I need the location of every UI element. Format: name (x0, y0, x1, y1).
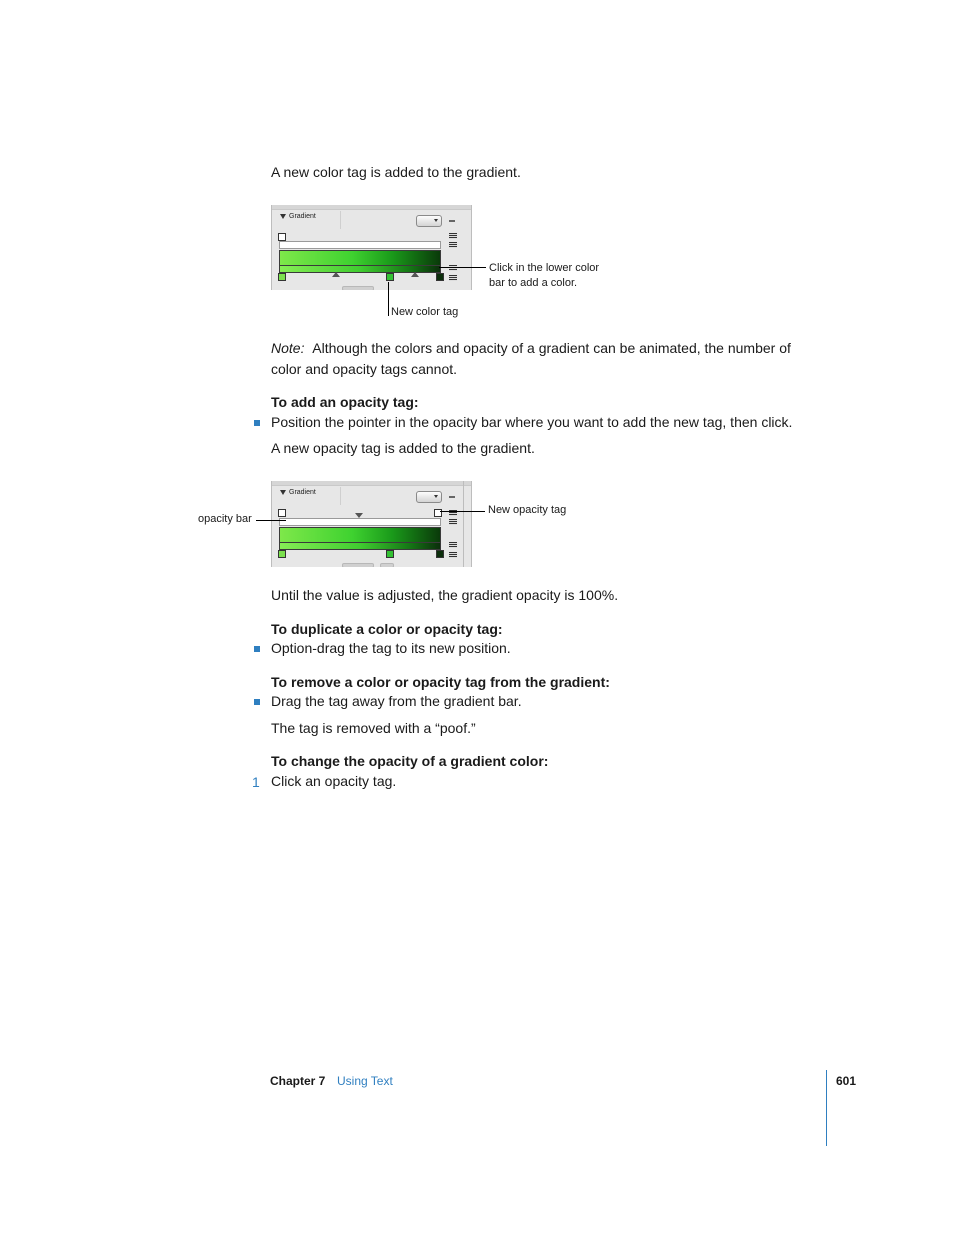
callout-leader-line (440, 511, 485, 512)
heading-add-opacity-tag: To add an opacity tag: (271, 394, 419, 410)
note-line-1 (271, 338, 791, 359)
list-icon[interactable] (449, 275, 457, 281)
heading-remove-tag: To remove a color or opacity tag from the gradient: (271, 674, 610, 690)
color-tag[interactable] (278, 550, 286, 558)
list-icon[interactable] (449, 542, 457, 548)
heading-duplicate-tag: To duplicate a color or opacity tag: (271, 621, 503, 637)
new-color-tag[interactable] (386, 273, 394, 281)
midpoint-tag-icon[interactable] (332, 272, 340, 277)
bullet-text-position-pointer: Position the pointer in the opacity bar where you want to add the new tag, then click. (271, 414, 793, 430)
gradient-panel-figure-1 (271, 205, 472, 290)
callout-leader-line (256, 520, 286, 521)
list-icon[interactable] (449, 242, 457, 248)
list-icon[interactable] (449, 265, 457, 271)
disclosure-triangle-icon (280, 214, 286, 219)
bullet-icon (254, 699, 260, 705)
callout-lower-bar-line2: bar to add a color. (489, 277, 578, 289)
paragraph-poof: The tag is removed with a “poof.” (271, 720, 476, 736)
disclosure-triangle-icon (280, 490, 286, 495)
lower-color-bar[interactable] (279, 542, 441, 550)
callout-new-opacity-tag: New opacity tag (488, 504, 567, 516)
callout-new-color-tag: New color tag (391, 306, 459, 318)
collapse-icon[interactable] (449, 496, 455, 498)
list-icon[interactable] (449, 519, 457, 525)
note-label: Note: (271, 340, 305, 356)
color-tag[interactable] (436, 273, 444, 281)
panel-title: Gradient (289, 213, 316, 220)
panel-control[interactable] (342, 286, 374, 290)
panel-top-strip (272, 205, 471, 210)
upper-gradient-bar (279, 527, 441, 543)
panel-separator (463, 481, 464, 567)
collapse-icon[interactable] (449, 220, 455, 222)
opacity-tag[interactable] (278, 509, 286, 517)
list-icon[interactable] (449, 233, 457, 239)
panel-title: Gradient (289, 489, 316, 496)
footer-chapter-title-link[interactable]: Using Text (337, 1074, 393, 1088)
opacity-bar[interactable] (279, 518, 441, 526)
panel-separator (340, 211, 341, 229)
gradient-panel-figure-2 (271, 481, 472, 567)
paragraph-opacity-100: Until the value is adjusted, the gradient opacity is 100%. (271, 587, 619, 603)
callout-leader-line (439, 267, 486, 268)
note-text: Although the colors and opacity of a gradient can be animated, the number of (312, 340, 791, 356)
opacity-tag[interactable] (278, 233, 286, 241)
callout-lower-bar-line1: Click in the lower color (489, 262, 600, 274)
panel-control[interactable] (342, 563, 374, 567)
heading-change-opacity: To change the opacity of a gradient color: (271, 753, 549, 769)
panel-top-strip (272, 481, 471, 486)
opacity-bar[interactable] (279, 241, 441, 249)
bullet-text-drag-away: Drag the tag away from the gradient bar. (271, 693, 522, 709)
bullet-text-option-drag: Option-drag the tag to its new position. (271, 640, 511, 656)
color-tag[interactable] (278, 273, 286, 281)
bullet-icon (254, 420, 260, 426)
list-icon[interactable] (449, 552, 457, 558)
footer-chapter: Chapter 7 (270, 1074, 326, 1088)
step-number: 1 (252, 774, 260, 790)
paragraph-new-opacity-tag: A new opacity tag is added to the gradient. (271, 440, 535, 456)
gradient-preset-popup[interactable] (416, 215, 442, 227)
panel-control[interactable] (380, 563, 394, 567)
step-text-click-opacity-tag: Click an opacity tag. (271, 773, 397, 789)
bullet-icon (254, 646, 260, 652)
midpoint-tag-icon[interactable] (411, 272, 419, 277)
color-tag[interactable] (436, 550, 444, 558)
footer-rule (826, 1070, 827, 1146)
note-line-2: color and opacity tags cannot. (271, 361, 458, 377)
callout-leader-line (388, 282, 389, 316)
upper-gradient-bar (279, 250, 441, 266)
panel-separator (340, 487, 341, 505)
callout-opacity-bar: opacity bar (198, 513, 252, 525)
color-tag[interactable] (386, 550, 394, 558)
gradient-preset-popup[interactable] (416, 491, 442, 503)
page-number: 601 (836, 1074, 857, 1088)
paragraph-new-color-tag: A new color tag is added to the gradient. (271, 164, 521, 180)
